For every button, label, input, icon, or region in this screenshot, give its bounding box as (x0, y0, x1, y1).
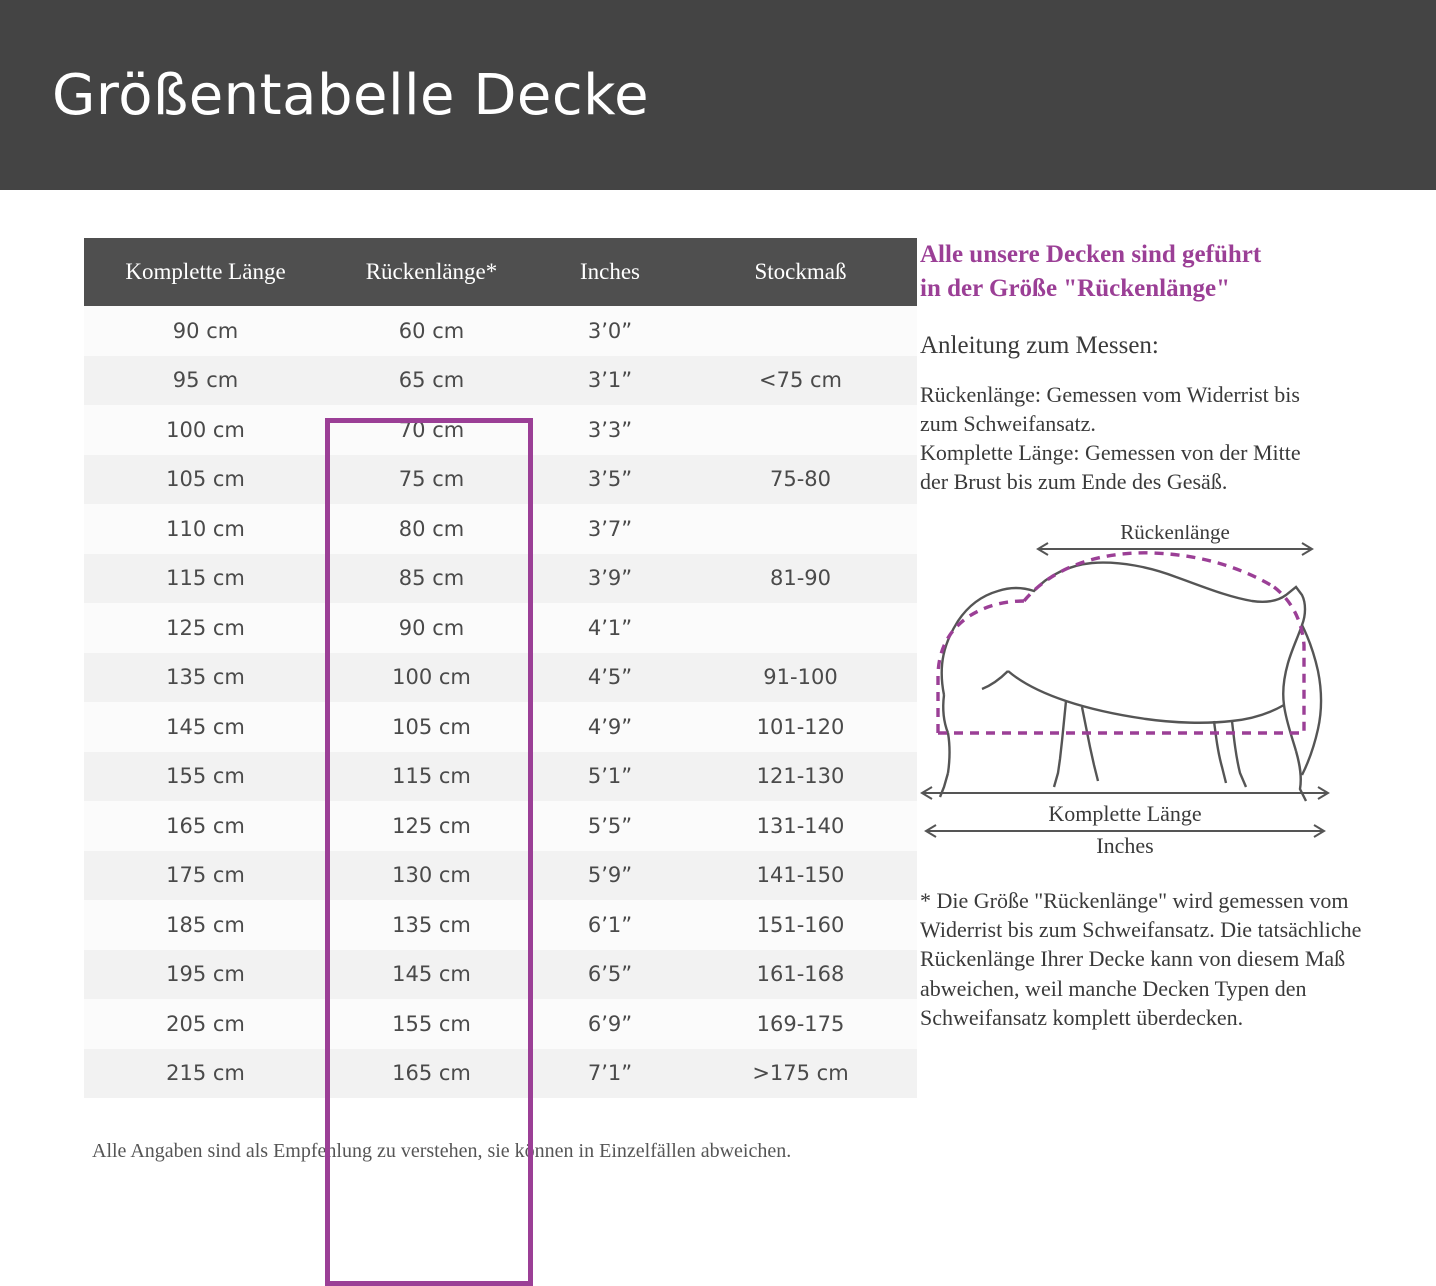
cell-inches: 5’1” (536, 752, 684, 802)
table-row (84, 900, 917, 950)
cell-rueckenlaenge: 65 cm (327, 356, 536, 406)
cell-inches: 5’5” (536, 801, 684, 851)
table-footnote: Alle Angaben sind als Empfehlung zu verstehen, sie können in Einzelfällen abweichen. (92, 1140, 792, 1162)
cell-komplette-laenge: 115 cm (84, 554, 327, 604)
instructions-line4: der Brust bis zum Ende des Gesäß. (920, 469, 1228, 495)
cell-rueckenlaenge: 80 cm (327, 504, 536, 554)
cell-stockmass: 169-175 (684, 999, 917, 1049)
table-row (84, 999, 917, 1049)
cell-komplette-laenge: 100 cm (84, 405, 327, 455)
table-section (0, 190, 920, 1163)
cell-stockmass: 75-80 (684, 455, 917, 505)
diagram-label-rueckenlaenge: Rückenlänge (1120, 524, 1230, 544)
cell-inches: 6’1” (536, 900, 684, 950)
cell-rueckenlaenge: 115 cm (327, 752, 536, 802)
cell-stockmass (684, 504, 917, 554)
cell-komplette-laenge: 155 cm (84, 752, 327, 802)
cell-komplette-laenge: 205 cm (84, 999, 327, 1049)
horse-measurement-diagram (914, 525, 1416, 860)
cell-inches: 3’0” (536, 306, 684, 356)
table-row (84, 1049, 917, 1099)
sidebar-footnote: * Die Größe "Rückenlänge" wird gemessen vom Widerrist bis zum Schweifansatz. Die tatsächliche Rückenlänge Ihrer Decke kann von diesem Maß abweichen, weil manche Decken Typen den Schweifansatz komplett überdecken. (920, 887, 1362, 1031)
column-header-komplette-laenge: Komplette Länge (84, 238, 327, 306)
cell-inches: 3’9” (536, 554, 684, 604)
sidebar-heading-line2: in der Größe "Rückenlänge" (920, 274, 1230, 302)
sidebar-subheading: Anleitung zum Messen: (920, 331, 1159, 359)
table-row (84, 405, 917, 455)
column-header-rueckenlaenge: Rückenlänge* (327, 238, 536, 306)
cell-rueckenlaenge: 155 cm (327, 999, 536, 1049)
cell-rueckenlaenge: 145 cm (327, 950, 536, 1000)
diagram-label-komplette-laenge: Komplette Länge (1048, 800, 1202, 826)
cell-inches: 3’3” (536, 405, 684, 455)
cell-inches: 4’1” (536, 603, 684, 653)
cell-rueckenlaenge: 105 cm (327, 702, 536, 752)
column-header-stockmass: Stockmaß (684, 238, 917, 306)
instructions-line1: Rückenlänge: Gemessen vom Widerrist bis (920, 381, 1300, 407)
page-content (0, 190, 1436, 1163)
table-row (84, 752, 917, 802)
table-row (84, 653, 917, 703)
table-body (84, 306, 917, 1098)
cell-komplette-laenge: 110 cm (84, 504, 327, 554)
table-row (84, 702, 917, 752)
cell-inches: 4’9” (536, 702, 684, 752)
cell-stockmass: 151-160 (684, 900, 917, 950)
page-header (0, 0, 1436, 190)
sidebar-heading-line1: Alle unsere Decken sind geführt (920, 241, 1262, 268)
cell-komplette-laenge: 185 cm (84, 900, 327, 950)
size-table (84, 238, 917, 1098)
cell-stockmass: <75 cm (684, 356, 917, 406)
table-row (84, 554, 917, 604)
table-row (84, 455, 917, 505)
cell-komplette-laenge: 135 cm (84, 653, 327, 703)
cell-inches: 7’1” (536, 1049, 684, 1099)
cell-stockmass: 161-168 (684, 950, 917, 1000)
page-title: Größentabelle Decke (52, 62, 650, 128)
cell-komplette-laenge: 90 cm (84, 306, 327, 356)
table-header-row (84, 238, 917, 306)
table-row (84, 603, 917, 653)
cell-rueckenlaenge: 125 cm (327, 801, 536, 851)
cell-stockmass: >175 cm (684, 1049, 917, 1099)
cell-stockmass: 81-90 (684, 554, 917, 604)
cell-rueckenlaenge: 70 cm (327, 405, 536, 455)
cell-komplette-laenge: 165 cm (84, 801, 327, 851)
cell-rueckenlaenge: 85 cm (327, 554, 536, 604)
sidebar-instructions (920, 380, 1416, 497)
cell-stockmass: 131-140 (684, 801, 917, 851)
table-row (84, 504, 917, 554)
sidebar-section (920, 190, 1436, 1163)
table-row (84, 851, 917, 901)
cell-stockmass: 121-130 (684, 752, 917, 802)
cell-rueckenlaenge: 100 cm (327, 653, 536, 703)
cell-komplette-laenge: 145 cm (84, 702, 327, 752)
cell-komplette-laenge: 175 cm (84, 851, 327, 901)
cell-stockmass: 141-150 (684, 851, 917, 901)
cell-rueckenlaenge: 130 cm (327, 851, 536, 901)
table-row (84, 950, 917, 1000)
cell-komplette-laenge: 95 cm (84, 356, 327, 406)
cell-rueckenlaenge: 75 cm (327, 455, 536, 505)
sidebar-heading (920, 238, 1416, 306)
cell-komplette-laenge: 105 cm (84, 455, 327, 505)
cell-inches: 3’7” (536, 504, 684, 554)
cell-stockmass (684, 603, 917, 653)
diagram-label-inches: Inches (1096, 832, 1154, 855)
column-header-inches: Inches (536, 238, 684, 306)
table-row (84, 356, 917, 406)
cell-rueckenlaenge: 90 cm (327, 603, 536, 653)
cell-inches: 5’9” (536, 851, 684, 901)
cell-inches: 3’1” (536, 356, 684, 406)
table-row (84, 801, 917, 851)
cell-stockmass (684, 405, 917, 455)
cell-komplette-laenge: 215 cm (84, 1049, 327, 1099)
cell-inches: 6’5” (536, 950, 684, 1000)
cell-komplette-laenge: 125 cm (84, 603, 327, 653)
cell-inches: 6’9” (536, 999, 684, 1049)
cell-rueckenlaenge: 60 cm (327, 306, 536, 356)
table-row (84, 306, 917, 356)
cell-rueckenlaenge: 165 cm (327, 1049, 536, 1099)
cell-stockmass: 101-120 (684, 702, 917, 752)
instructions-line3: Komplette Länge: Gemessen von der Mitte (920, 440, 1301, 465)
cell-stockmass (684, 306, 917, 356)
cell-rueckenlaenge: 135 cm (327, 900, 536, 950)
cell-inches: 4’5” (536, 653, 684, 703)
instructions-line2: zum Schweifansatz. (920, 410, 1096, 436)
cell-komplette-laenge: 195 cm (84, 950, 327, 1000)
cell-stockmass: 91-100 (684, 653, 917, 703)
cell-inches: 3’5” (536, 455, 684, 505)
